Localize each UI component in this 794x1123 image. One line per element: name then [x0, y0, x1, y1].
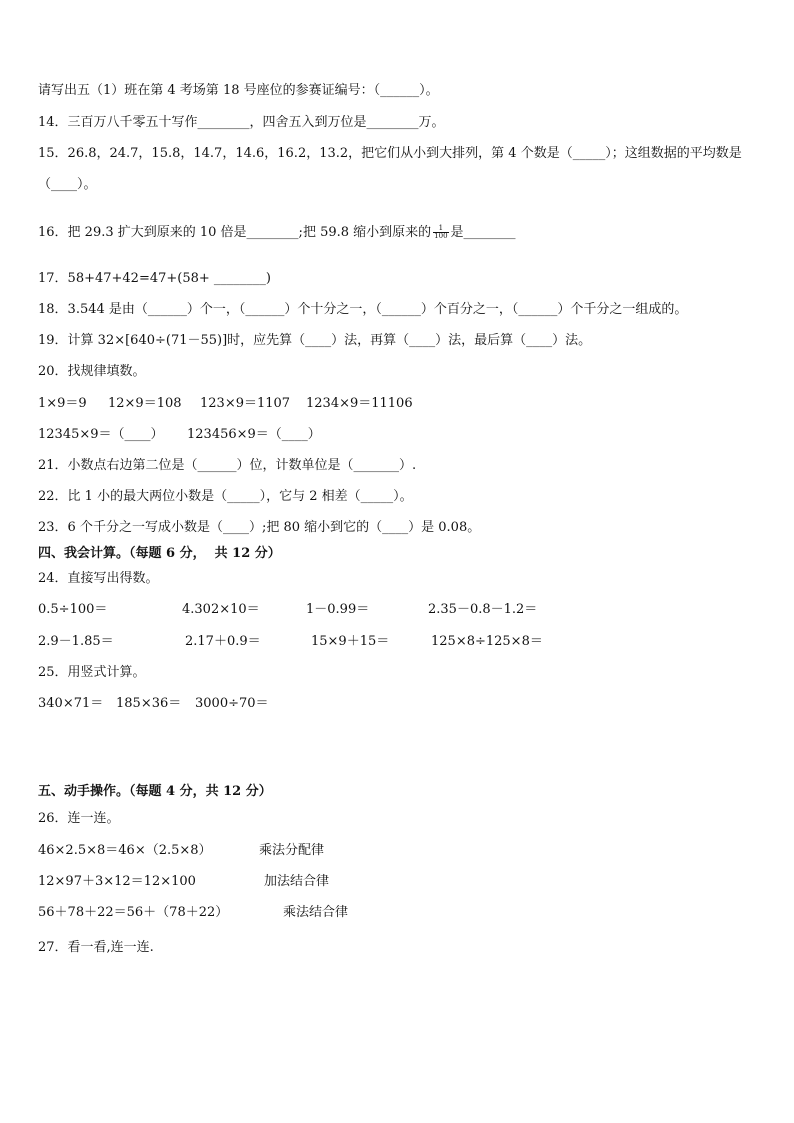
match-left-item: 46×2.5×8＝46×（2.5×8） [38, 843, 212, 858]
section-5-heading: 五、动手操作。（每题 4 分，共 12 分） [38, 784, 272, 799]
question-16 [38, 225, 516, 241]
match-left-item: 12×97＋3×12＝12×100 [38, 874, 196, 889]
calc-item: 2.17＋0.9＝ [185, 634, 261, 649]
pattern-item: 1×9＝9 [38, 396, 87, 411]
question-20: 20．找规律填数。 [38, 364, 146, 379]
calc-item: 2.35－0.8－1.2＝ [428, 602, 538, 617]
question-17: 17．58+47+42=47+(58+ ________) [38, 271, 271, 286]
match-right-item: 乘法分配律 [259, 843, 325, 858]
pattern-item: 123456×9＝（____） [187, 427, 321, 442]
pattern-item: 12345×9＝（____） [38, 427, 164, 442]
calc-item: 1－0.99＝ [306, 602, 370, 617]
fraction-denominator: 100 [434, 232, 448, 240]
question-21: 21．小数点右边第二位是（______）位，计数单位是（_______）. [38, 458, 417, 473]
match-right-item: 乘法结合律 [283, 905, 349, 920]
calc-item: 15×9＋15＝ [311, 634, 390, 649]
pattern-item: 12×9＝108 [108, 396, 182, 411]
vertical-calc-item: 340×71＝ [38, 696, 104, 711]
question-26: 26．连一连。 [38, 811, 120, 826]
calc-item: 125×8÷125×8＝ [431, 634, 543, 649]
question-line: 请写出五（1）班在第 4 考场第 18 号座位的参赛证编号：（______）。 [38, 83, 439, 98]
question-22: 22．比 1 小的最大两位小数是（_____），它与 2 相差（_____）。 [38, 489, 413, 504]
fraction-numerator: 1 [433, 225, 448, 233]
question-15: 15．26.8，24.7，15.8，14.7，14.6，16.2，13.2，把它们从小到大排列，第 4 个数是（_____）；这组数据的平均数是 [38, 146, 742, 161]
question-27: 27．看一看,连一连. [38, 940, 154, 955]
match-right-item: 加法结合律 [264, 874, 330, 889]
question-14: 14．三百万八千零五十写作________，四舍五入到万位是________万。 [38, 115, 445, 130]
fraction-one-hundredth [433, 225, 448, 240]
question-25: 25．用竖式计算。 [38, 665, 146, 680]
question-16-text: 16．把 29.3 扩大到原来的 10 倍是________;把 59.8 缩小到原来的 [38, 225, 432, 240]
section-4-heading: 四、我会计算。（每题 6 分， 共 12 分） [38, 546, 281, 561]
calc-item: 4.302×10＝ [182, 602, 260, 617]
vertical-calc-item: 185×36＝ [116, 696, 182, 711]
calc-item: 2.9－1.85＝ [38, 634, 114, 649]
vertical-calc-item: 3000÷70＝ [195, 696, 269, 711]
match-left-item: 56＋78＋22＝56＋（78＋22） [38, 905, 229, 920]
question-15-continued: （____）。 [38, 177, 97, 192]
question-16-blank: 是________ [450, 225, 516, 240]
question-23: 23．6 个千分之一写成小数是（____）;把 80 缩小到它的（____）是 0.08。 [38, 520, 481, 535]
question-19: 19．计算 32×[640÷(71－55)]时，应先算（____）法，再算（____）法，最后算（____）法。 [38, 333, 592, 348]
calc-item: 0.5÷100＝ [38, 602, 108, 617]
question-24: 24．直接写出得数。 [38, 571, 159, 586]
pattern-item: 123×9＝1107 [200, 396, 291, 411]
pattern-item: 1234×9＝11106 [306, 396, 413, 411]
question-18: 18．3.544 是由（______）个一，（______）个十分之一，（______）个百分之一，（______）个千分之一组成的。 [38, 302, 688, 317]
